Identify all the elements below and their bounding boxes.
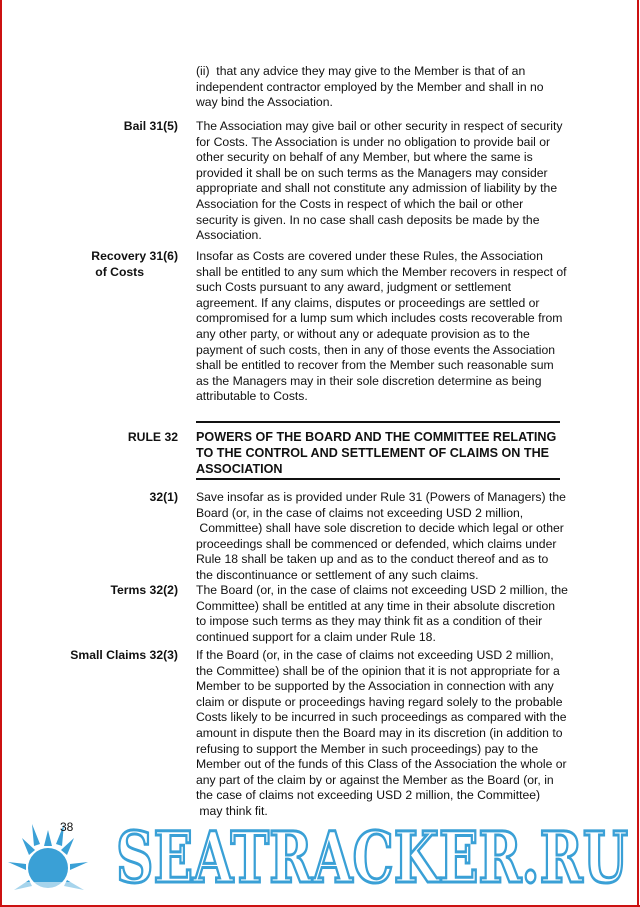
bail-label: Bail 31(5) bbox=[123, 119, 178, 133]
page-frame-left bbox=[0, 0, 2, 907]
seatracker-watermark bbox=[112, 818, 632, 898]
r32-1-label: 32(1) bbox=[149, 490, 178, 504]
r32-3-text: If the Board (or, in the case of claims not exceeding USD 2 million, the Committee) shall be of the opinion that it is not appropriate for a Member to be supported by the Association in connection with any claim or dispute or proceedings having regard solely to the probable Costs likely to be incurred in such proceedings as compared with the amount in dispute then the Board may in its discretion (in addition to refusing to support the Member in such proceedings) pay to the Member out of the funds of this Class of the Association the whole or any part of the claim by or against the Member as the Board (or, in the case of claims not exceeding USD 2 million, the Committee) may think fit. bbox=[196, 648, 567, 818]
rule32-top-line bbox=[196, 421, 560, 423]
rule32-label: RULE 32 bbox=[127, 430, 178, 444]
recovery-label-line1: Recovery 31(6) bbox=[91, 249, 178, 263]
page-frame-right bbox=[637, 0, 639, 907]
recovery-text: Insofar as Costs are covered under these Rules, the Association shall be entitled to any sum which the Member recovers in respect of such Costs pursuant to any award, judgment or settlement agreement. If any claims, disputes or proceedings are settled or compromised for a lump sum which includes costs recoverable from any other party, or without any or adequate provision as to the payment of such costs, then in any of those events the Association shall be entitled to recover from the Member such reasonable sum as the Managers may in their sole discretion determine as being attributable to Costs. bbox=[196, 249, 567, 404]
r32-2-text: The Board (or, in the case of claims not exceeding USD 2 million, the Committee) shall be entitled at any time in their absolute discretion to impose such terms as they may think fit as a condition of their continued support for a claim under Rule 18. bbox=[196, 583, 568, 644]
clause-ii-text: (ii) that any advice they may give to the Member is that of an independent contractor employed by the Member and shall in no way bind the Association. bbox=[196, 64, 544, 110]
rule32-bottom-line bbox=[196, 478, 560, 480]
bail-text: The Association may give bail or other security in respect of security for Costs. The Association is under no obligation to provide bail or other security on behalf of any Member, but where the same is provided it shall be on such terms as the Managers may consider appropriate and shall not constitute any admission of liability by the Association for the Costs in respect of which the bail or other security is given. In no case shall cash deposits be made by the Association. bbox=[196, 119, 563, 243]
r32-3-label: Small Claims 32(3) bbox=[70, 648, 178, 662]
r32-1-text: Save insofar as is provided under Rule 31 (Powers of Managers) the Board (or, in the case of claims not exceeding USD 2 million, Committee) shall have sole discretion to decide which legal or other proceedings shall be commenced or defended, which claims under Rule 18 shall be taken up and as to the conduct thereof and as to the discontinuance or settlement of any such claims. bbox=[196, 490, 566, 582]
watermark-text: SEATRACKER.RU bbox=[116, 818, 628, 898]
recovery-label-line2: of Costs bbox=[95, 264, 144, 279]
recovery-label bbox=[8, 249, 178, 280]
sun-logo-icon bbox=[2, 812, 102, 904]
r32-2-label: Terms 32(2) bbox=[110, 583, 178, 597]
rule32-heading: POWERS OF THE BOARD AND THE COMMITTEE RELATING TO THE CONTROL AND SETTLEMENT OF CLAIMS ON THE ASSOCIATION bbox=[196, 430, 557, 477]
page-number: 38 bbox=[60, 820, 74, 834]
